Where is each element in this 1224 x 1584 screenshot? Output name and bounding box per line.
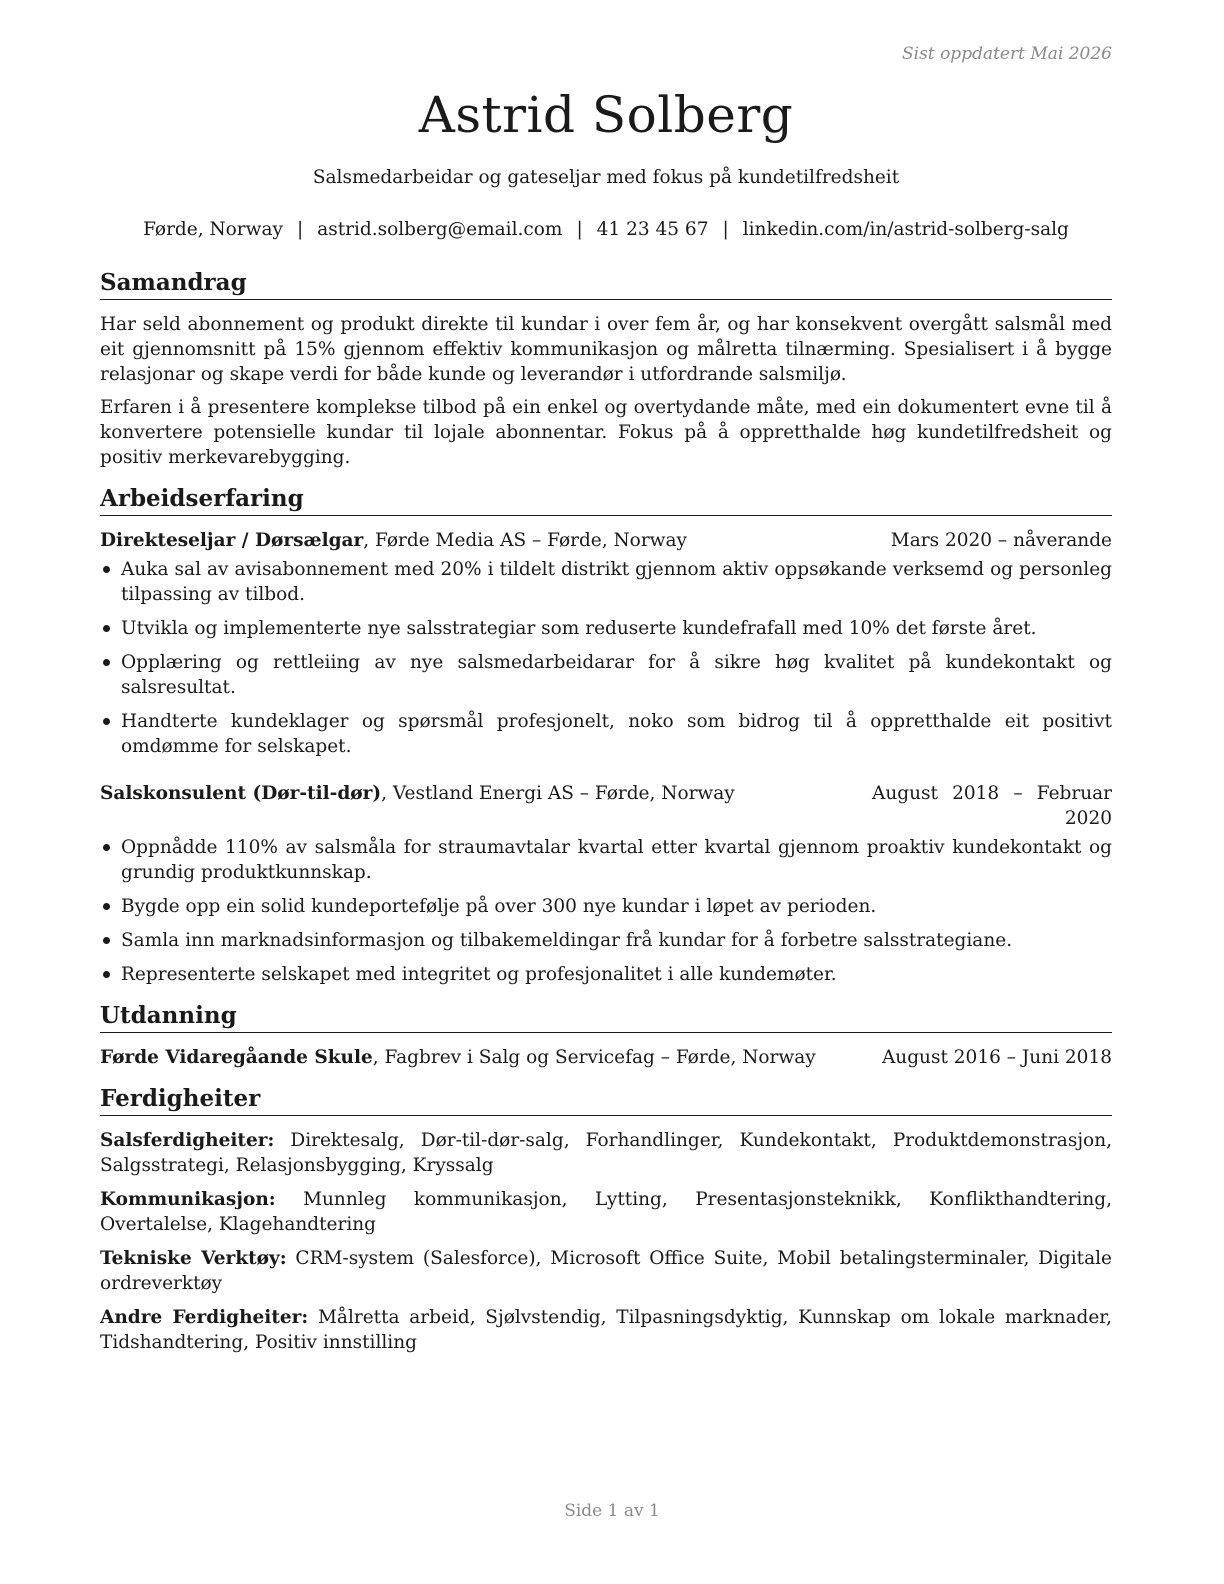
skill-group-label: Tekniske Verktøy: bbox=[100, 1248, 287, 1269]
skill-group-label: Salsferdigheiter: bbox=[100, 1130, 275, 1151]
tagline: Salsmedarbeidar og gateseljar med fokus på kundetilfredsheit bbox=[312, 167, 900, 188]
list-item: Bygde opp ein solid kundeportefølje på over 300 nye kundar i løpet av perioden. bbox=[100, 894, 1112, 919]
list-item: Opplæring og rettleiing av nye salsmedarbeidarar for å sikre høg kvalitet på kundekontakt og salsresultat. bbox=[100, 650, 1112, 700]
contact-separator: | bbox=[576, 219, 583, 240]
list-item: Representerte selskapet med integritet og profesjonalitet i alle kundemøter. bbox=[100, 962, 1112, 987]
job-company: , Førde Media AS – Førde, Norway bbox=[363, 530, 687, 551]
skill-group-label: Andre Ferdigheiter: bbox=[100, 1307, 309, 1328]
section-title-education: Utdanning bbox=[100, 1001, 1112, 1033]
job-header bbox=[100, 528, 1112, 553]
section-title-skills: Ferdigheiter bbox=[100, 1084, 1112, 1116]
list-item: Handterte kundeklager og spørsmål profesjonelt, noko som bidrog til å oppretthalde eit positivt omdømme for selskapet. bbox=[100, 709, 1112, 759]
job-company: , Vestland Energi AS – Førde, Norway bbox=[381, 783, 735, 804]
skill-group-items: Direktesalg, Dør-til-dør-salg, Forhandlinger, Kundekontakt, Produktdemonstrasjon, Salgsstrategi, Relasjonsbygging, Kryssalg bbox=[100, 1130, 1112, 1176]
list-item: Samla inn marknadsinformasjon og tilbakemeldingar frå kundar for å forbetre salsstrategiane. bbox=[100, 928, 1112, 953]
resume-content bbox=[100, 268, 1112, 1369]
job-dates: August 2018 – Februar 2020 bbox=[872, 783, 1112, 829]
list-item: Auka sal av avisabonnement med 20% i tildelt distrikt gjennom aktiv oppsøkande verksemd og personleg tilpassing av tilbod. bbox=[100, 557, 1112, 607]
skill-group bbox=[100, 1128, 1112, 1178]
job-header bbox=[100, 781, 1112, 831]
education-school: Førde Vidaregåande Skule bbox=[100, 1047, 373, 1068]
skill-group-items: Målretta arbeid, Sjølvstendig, Tilpasningsdyktig, Kunnskap om lokale marknader, Tidshandtering, Positiv innstilling bbox=[100, 1307, 1112, 1353]
experience-section bbox=[100, 484, 1112, 987]
last-updated: Sist oppdatert Mai 2026 bbox=[902, 44, 1112, 64]
summary-section bbox=[100, 268, 1112, 470]
skill-group-items: Munnleg kommunikasjon, Lytting, Presentasjonsteknikk, Konflikthandtering, Overtalelse, Klagehandtering bbox=[100, 1189, 1112, 1235]
job-bullets bbox=[100, 835, 1112, 987]
job-role: Salskonsulent (Dør-til-dør) bbox=[100, 783, 382, 804]
education-dates: August 2016 – Juni 2018 bbox=[881, 1047, 1112, 1068]
contact-linkedin[interactable]: linkedin.com/in/astrid-solberg-salg bbox=[742, 219, 1069, 240]
skills-section bbox=[100, 1084, 1112, 1355]
skill-group bbox=[100, 1246, 1112, 1296]
contact-separator: | bbox=[296, 219, 304, 240]
job-dates: Mars 2020 – nåverande bbox=[890, 530, 1112, 551]
job-entry bbox=[100, 528, 1112, 759]
education-entry bbox=[100, 1045, 1112, 1070]
education-program: , Fagbrev i Salg og Servicefag – Førde, Norway bbox=[372, 1047, 816, 1068]
job-entry bbox=[100, 781, 1112, 987]
candidate-name: Astrid Solberg bbox=[418, 86, 794, 144]
page-number: Side 1 av 1 bbox=[564, 1501, 660, 1521]
summary-paragraph: Erfaren i å presentere komplekse tilbod på ein enkel og overtydande måte, med ein dokumentert evne til å konvertere potensielle kundar til lojale abonnentar. Fokus på å oppretthalde høg kundetilfredsheit og positiv merkevarebygging. bbox=[100, 397, 1112, 468]
job-bullets bbox=[100, 557, 1112, 759]
list-item: Utvikla og implementerte nye salsstrategiar som reduserte kundefrafall med 10% det første året. bbox=[100, 616, 1112, 641]
contact-location: Førde, Norway bbox=[143, 219, 283, 240]
section-title-summary: Samandrag bbox=[100, 268, 1112, 300]
list-item: Oppnådde 110% av salsmåla for straumavtalar kvartal etter kvartal gjennom proaktiv kundekontakt og grundig produktkunnskap. bbox=[100, 835, 1112, 885]
contact-separator: | bbox=[722, 219, 729, 240]
education-section bbox=[100, 1001, 1112, 1070]
skill-group bbox=[100, 1187, 1112, 1237]
skill-group bbox=[100, 1305, 1112, 1355]
skill-group-label: Kommunikasjon: bbox=[100, 1189, 276, 1210]
contact-line bbox=[100, 219, 1112, 240]
job-role: Direkteseljar / Dørsælgar bbox=[100, 530, 364, 551]
summary-paragraph: Har seld abonnement og produkt direkte til kundar i over fem år, og har konsekvent overgått salsmål med eit gjennomsnitt på 15% gjennom effektiv kommunikasjon og målretta tilnærming. Spesialisert i å bygge relasjonar og skape verdi for både kunde og leverandør i utfordrande salsmiljø. bbox=[100, 314, 1112, 385]
contact-email[interactable]: astrid.solberg@email.com bbox=[317, 219, 563, 240]
skill-group-items: CRM-system (Salesforce), Microsoft Office Suite, Mobil betalingsterminaler, Digitale ordreverktøy bbox=[100, 1248, 1113, 1294]
contact-phone: 41 23 45 67 bbox=[596, 219, 709, 240]
section-title-experience: Arbeidserfaring bbox=[100, 484, 1112, 516]
